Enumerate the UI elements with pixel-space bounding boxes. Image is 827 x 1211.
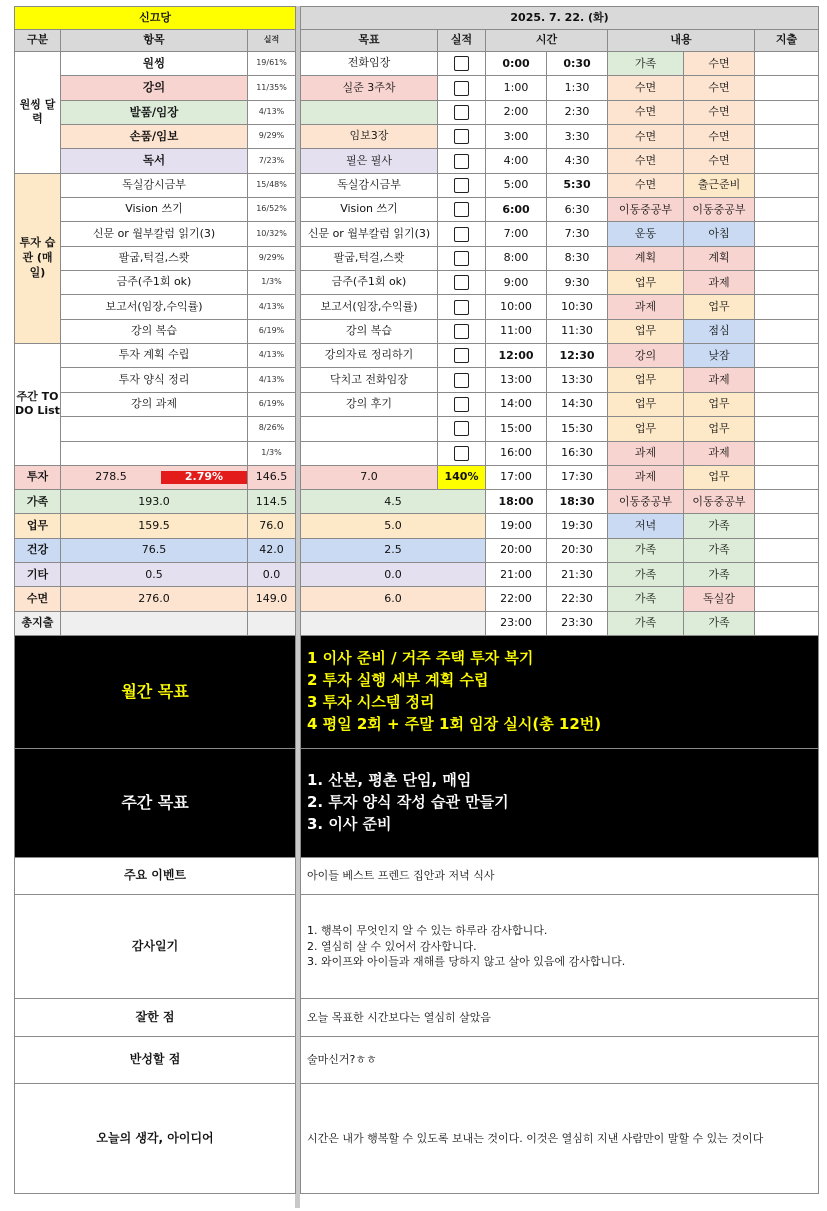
expense-cell[interactable] xyxy=(755,246,819,270)
time-start: 18:00 xyxy=(486,490,547,514)
item-name: 보고서(임장,수익률) xyxy=(61,295,248,319)
time-start: 3:00 xyxy=(486,125,547,149)
time-start: 5:00 xyxy=(486,173,547,197)
item-stat: 19/61% xyxy=(248,52,296,76)
result-checkbox[interactable] xyxy=(438,368,486,392)
item-name: 손품/임보 xyxy=(61,125,248,149)
content-second: 가족 xyxy=(684,611,755,635)
time-end: 18:30 xyxy=(547,490,608,514)
expense-cell[interactable] xyxy=(755,319,819,343)
content-second: 수면 xyxy=(684,125,755,149)
item-stat: 4/13% xyxy=(248,368,296,392)
summary-v2: 42.0 xyxy=(248,538,296,562)
summary-goal xyxy=(301,611,486,635)
expense-cell[interactable] xyxy=(755,76,819,100)
content-second: 이동중공부 xyxy=(684,490,755,514)
summary-v1: 193.0 xyxy=(61,490,248,514)
item-name xyxy=(61,441,248,465)
item-stat: 4/13% xyxy=(248,295,296,319)
content-second: 이동중공부 xyxy=(684,198,755,222)
summary-v1: 276.0 xyxy=(61,587,248,611)
header-category: 구분 xyxy=(15,30,61,52)
weekly-goal-label: 주간 목표 xyxy=(15,748,296,857)
summary-goal: 7.0 xyxy=(301,465,438,489)
content-first: 업무 xyxy=(608,368,684,392)
note-text[interactable] xyxy=(301,1083,819,1193)
time-start: 16:00 xyxy=(486,441,547,465)
section-label: 원씽 달력 xyxy=(15,52,61,174)
item-stat: 6/19% xyxy=(248,392,296,416)
note-label: 반성할 점 xyxy=(15,1036,296,1083)
summary-values xyxy=(61,465,248,489)
summary-v2 xyxy=(248,611,296,635)
item-stat: 1/3% xyxy=(248,441,296,465)
item-stat: 7/23% xyxy=(248,149,296,173)
time-start: 12:00 xyxy=(486,344,547,368)
header-item: 항목 xyxy=(61,30,248,52)
result-checkbox[interactable] xyxy=(438,344,486,368)
goal-item: 4 평일 2회 + 주말 1회 임장 실시(총 12번) xyxy=(307,714,602,733)
content-second: 수면 xyxy=(684,76,755,100)
item-stat: 8/26% xyxy=(248,417,296,441)
result-checkbox[interactable] xyxy=(438,246,486,270)
goal-item: 3. 이사 준비 xyxy=(307,814,392,833)
time-end: 20:30 xyxy=(547,538,608,562)
summary-v1: 159.5 xyxy=(61,514,248,538)
time-start: 23:00 xyxy=(486,611,547,635)
result-checkbox[interactable] xyxy=(438,392,486,416)
goal-text: 필은 필사 xyxy=(301,149,438,173)
expense-cell[interactable] xyxy=(755,392,819,416)
weekly-goal-list xyxy=(301,748,819,857)
summary-v2: 114.5 xyxy=(248,490,296,514)
note-label: 잘한 점 xyxy=(15,998,296,1036)
result-checkbox[interactable] xyxy=(438,125,486,149)
note-line: 시간은 내가 행복할 수 있도록 보내는 것이다. 이것은 열심히 지낸 사람만이 말할 수 있는 것이다 xyxy=(307,1131,764,1145)
goal-text: 강의 후기 xyxy=(301,392,438,416)
time-start: 17:00 xyxy=(486,465,547,489)
checkbox-icon[interactable] xyxy=(454,446,469,461)
monthly-goal-label: 월간 목표 xyxy=(15,635,296,748)
content-second: 가족 xyxy=(684,514,755,538)
content-first: 과제 xyxy=(608,465,684,489)
content-second: 독실감 xyxy=(684,587,755,611)
time-start: 4:00 xyxy=(486,149,547,173)
date-title: 2025. 7. 22. (화) xyxy=(301,7,819,30)
time-start: 1:00 xyxy=(486,76,547,100)
expense-cell[interactable] xyxy=(755,441,819,465)
expense-cell[interactable] xyxy=(755,344,819,368)
item-stat: 16/52% xyxy=(248,198,296,222)
summary-label: 투자 xyxy=(15,465,61,489)
summary-goal: 4.5 xyxy=(301,490,486,514)
note-label: 감사일기 xyxy=(15,894,296,998)
time-end: 0:30 xyxy=(547,52,608,76)
checkbox-icon[interactable] xyxy=(454,324,469,339)
summary-v1: 76.5 xyxy=(61,538,248,562)
time-end: 1:30 xyxy=(547,76,608,100)
checkbox-icon[interactable] xyxy=(454,275,469,290)
result-checkbox[interactable] xyxy=(438,441,486,465)
time-end: 16:30 xyxy=(547,441,608,465)
time-end: 3:30 xyxy=(547,125,608,149)
content-second: 점심 xyxy=(684,319,755,343)
content-first: 업무 xyxy=(608,392,684,416)
time-end: 6:30 xyxy=(547,198,608,222)
time-end: 23:30 xyxy=(547,611,608,635)
time-end: 14:30 xyxy=(547,392,608,416)
expense-cell[interactable] xyxy=(755,271,819,295)
content-first: 과제 xyxy=(608,295,684,319)
time-end: 2:30 xyxy=(547,100,608,124)
content-first: 업무 xyxy=(608,417,684,441)
time-end: 4:30 xyxy=(547,149,608,173)
summary-v2: 76.0 xyxy=(248,514,296,538)
time-start: 2:00 xyxy=(486,100,547,124)
summary-goal: 6.0 xyxy=(301,587,486,611)
header-goal: 목표 xyxy=(301,30,438,52)
item-name: 발품/임장 xyxy=(61,100,248,124)
header-content: 내용 xyxy=(608,30,755,52)
result-checkbox[interactable] xyxy=(438,52,486,76)
content-first: 운동 xyxy=(608,222,684,246)
right-grid xyxy=(300,6,819,1194)
goal-text xyxy=(301,441,438,465)
note-line: 2. 열심히 살 수 있어서 감사합니다. xyxy=(307,939,477,953)
time-end: 7:30 xyxy=(547,222,608,246)
time-start: 20:00 xyxy=(486,538,547,562)
content-second: 가족 xyxy=(684,538,755,562)
result-checkbox[interactable] xyxy=(438,271,486,295)
summary-v1: 0.5 xyxy=(61,563,248,587)
expense-cell[interactable] xyxy=(755,611,819,635)
time-end: 22:30 xyxy=(547,587,608,611)
checkbox-icon[interactable] xyxy=(454,421,469,436)
content-first: 계획 xyxy=(608,246,684,270)
time-start: 22:00 xyxy=(486,587,547,611)
time-end: 9:30 xyxy=(547,271,608,295)
item-stat: 4/13% xyxy=(248,100,296,124)
time-start: 15:00 xyxy=(486,417,547,441)
expense-cell[interactable] xyxy=(755,587,819,611)
time-end: 19:30 xyxy=(547,514,608,538)
checkbox-icon[interactable] xyxy=(454,178,469,193)
time-end: 13:30 xyxy=(547,368,608,392)
time-start: 9:00 xyxy=(486,271,547,295)
time-end: 10:30 xyxy=(547,295,608,319)
note-text[interactable] xyxy=(301,1036,819,1083)
content-second: 수면 xyxy=(684,52,755,76)
header-expense: 지출 xyxy=(755,30,819,52)
goal-item: 2. 투자 양식 작성 습관 만들기 xyxy=(307,793,509,812)
summary-label: 가족 xyxy=(15,490,61,514)
summary-label: 업무 xyxy=(15,514,61,538)
content-first: 이동중공부 xyxy=(608,490,684,514)
time-end: 21:30 xyxy=(547,563,608,587)
result-checkbox[interactable] xyxy=(438,222,486,246)
note-line: 3. 와이프와 아이들과 재해를 당하지 않고 살아 있음에 감사합니다. xyxy=(307,955,626,969)
item-name: 투자 계획 수립 xyxy=(61,344,248,368)
item-name: 팔굽,턱걸,스쾃 xyxy=(61,246,248,270)
checkbox-icon[interactable] xyxy=(454,397,469,412)
note-line: 오늘 목표한 시간보다는 열심히 살았음 xyxy=(307,1010,492,1024)
time-end: 12:30 xyxy=(547,344,608,368)
expense-cell[interactable] xyxy=(755,173,819,197)
item-stat: 9/29% xyxy=(248,246,296,270)
content-first: 수면 xyxy=(608,76,684,100)
note-line: 아이들 베스트 프렌드 집안과 저녁 식사 xyxy=(307,869,495,883)
goal-text: 임보3장 xyxy=(301,125,438,149)
summary-goal: 2.5 xyxy=(301,538,486,562)
result-checkbox[interactable] xyxy=(438,198,486,222)
summary-label: 기타 xyxy=(15,563,61,587)
expense-cell[interactable] xyxy=(755,198,819,222)
checkbox-icon[interactable] xyxy=(454,105,469,120)
content-first: 가족 xyxy=(608,538,684,562)
result-checkbox[interactable] xyxy=(438,76,486,100)
item-stat: 1/3% xyxy=(248,271,296,295)
expense-cell[interactable] xyxy=(755,368,819,392)
content-second: 업무 xyxy=(684,392,755,416)
checkbox-icon[interactable] xyxy=(454,202,469,217)
expense-cell[interactable] xyxy=(755,538,819,562)
content-first: 가족 xyxy=(608,611,684,635)
goal-text: Vision 쓰기 xyxy=(301,198,438,222)
item-name xyxy=(61,417,248,441)
item-name: 독서 xyxy=(61,149,248,173)
content-first: 과제 xyxy=(608,441,684,465)
content-second: 업무 xyxy=(684,295,755,319)
header-actual: 실적 xyxy=(248,30,296,52)
goal-item: 3 투자 시스템 정리 xyxy=(307,692,435,711)
summary-v2: 0.0 xyxy=(248,563,296,587)
content-first: 수면 xyxy=(608,125,684,149)
goal-text: 닥치고 전화임장 xyxy=(301,368,438,392)
summary-goal: 5.0 xyxy=(301,514,486,538)
content-first: 가족 xyxy=(608,52,684,76)
expense-cell[interactable] xyxy=(755,417,819,441)
content-first: 수면 xyxy=(608,100,684,124)
checkbox-icon[interactable] xyxy=(454,373,469,388)
content-second: 가족 xyxy=(684,563,755,587)
goal-text xyxy=(301,417,438,441)
goal-text: 실준 3주차 xyxy=(301,76,438,100)
content-second: 과제 xyxy=(684,368,755,392)
goal-text: 보고서(임장,수익률) xyxy=(301,295,438,319)
expense-cell[interactable] xyxy=(755,125,819,149)
summary-pct: 2.79% xyxy=(161,471,247,483)
content-first: 가족 xyxy=(608,587,684,611)
summary-rate: 140% xyxy=(438,465,486,489)
expense-cell[interactable] xyxy=(755,149,819,173)
result-checkbox[interactable] xyxy=(438,149,486,173)
note-text[interactable] xyxy=(301,998,819,1036)
expense-cell[interactable] xyxy=(755,563,819,587)
content-first: 강의 xyxy=(608,344,684,368)
time-start: 21:00 xyxy=(486,563,547,587)
result-checkbox[interactable] xyxy=(438,173,486,197)
goal-text xyxy=(301,100,438,124)
goal-text: 전화임장 xyxy=(301,52,438,76)
result-checkbox[interactable] xyxy=(438,295,486,319)
sheet-title: 신끄당 xyxy=(15,7,296,30)
content-second: 수면 xyxy=(684,149,755,173)
time-start: 0:00 xyxy=(486,52,547,76)
time-start: 10:00 xyxy=(486,295,547,319)
checkbox-icon[interactable] xyxy=(454,348,469,363)
item-stat: 4/13% xyxy=(248,344,296,368)
note-line: 술마신거?ㅎㅎ xyxy=(307,1053,377,1067)
content-second: 업무 xyxy=(684,417,755,441)
time-start: 14:00 xyxy=(486,392,547,416)
time-start: 6:00 xyxy=(486,198,547,222)
summary-label: 건강 xyxy=(15,538,61,562)
note-line: 1. 행복이 무엇인지 알 수 있는 하루라 감사합니다. xyxy=(307,924,548,938)
item-name: 강의 과제 xyxy=(61,392,248,416)
expense-cell[interactable] xyxy=(755,465,819,489)
note-text[interactable] xyxy=(301,857,819,894)
content-second: 아침 xyxy=(684,222,755,246)
item-stat: 15/48% xyxy=(248,173,296,197)
checkbox-icon[interactable] xyxy=(454,227,469,242)
goal-item: 2 투자 실행 세부 계획 수립 xyxy=(307,671,489,690)
expense-cell[interactable] xyxy=(755,514,819,538)
expense-cell[interactable] xyxy=(755,52,819,76)
content-second: 출근준비 xyxy=(684,173,755,197)
summary-goal: 0.0 xyxy=(301,563,486,587)
time-start: 11:00 xyxy=(486,319,547,343)
item-stat: 10/32% xyxy=(248,222,296,246)
content-first: 업무 xyxy=(608,319,684,343)
summary-v2: 149.0 xyxy=(248,587,296,611)
content-first: 수면 xyxy=(608,149,684,173)
content-first: 업무 xyxy=(608,271,684,295)
item-name: 신문 or 월부칼럼 읽기(3) xyxy=(61,222,248,246)
checkbox-icon[interactable] xyxy=(454,154,469,169)
time-end: 17:30 xyxy=(547,465,608,489)
content-first: 저녁 xyxy=(608,514,684,538)
checkbox-icon[interactable] xyxy=(454,129,469,144)
time-end: 8:30 xyxy=(547,246,608,270)
item-name: 강의 복습 xyxy=(61,319,248,343)
note-text[interactable] xyxy=(301,894,819,998)
item-stat: 11/35% xyxy=(248,76,296,100)
section-label: 투자 습관 (매일) xyxy=(15,173,61,343)
time-start: 7:00 xyxy=(486,222,547,246)
goal-text: 독실감시금부 xyxy=(301,173,438,197)
expense-cell[interactable] xyxy=(755,490,819,514)
checkbox-icon[interactable] xyxy=(454,251,469,266)
time-start: 8:00 xyxy=(486,246,547,270)
item-name: 투자 양식 정리 xyxy=(61,368,248,392)
result-checkbox[interactable] xyxy=(438,100,486,124)
content-second: 과제 xyxy=(684,271,755,295)
expense-cell[interactable] xyxy=(755,100,819,124)
summary-label: 수면 xyxy=(15,587,61,611)
goal-item: 1. 산본, 평촌 단임, 매임 xyxy=(307,771,472,790)
item-name: Vision 쓰기 xyxy=(61,198,248,222)
time-start: 13:00 xyxy=(486,368,547,392)
result-checkbox[interactable] xyxy=(438,417,486,441)
left-grid xyxy=(14,6,296,1194)
item-name: 원씽 xyxy=(61,52,248,76)
monthly-goal-list xyxy=(301,635,819,748)
summary-v1 xyxy=(61,611,248,635)
summary-label: 총지출 xyxy=(15,611,61,635)
item-name: 독실감시금부 xyxy=(61,173,248,197)
checkbox-icon[interactable] xyxy=(454,300,469,315)
time-start: 19:00 xyxy=(486,514,547,538)
expense-cell[interactable] xyxy=(755,222,819,246)
goal-text: 강의자료 정리하기 xyxy=(301,344,438,368)
header-time: 시간 xyxy=(486,30,608,52)
item-name: 금주(주1회 ok) xyxy=(61,271,248,295)
summary-v2: 146.5 xyxy=(248,465,296,489)
content-first: 가족 xyxy=(608,563,684,587)
goal-text: 금주(주1회 ok) xyxy=(301,271,438,295)
time-end: 11:30 xyxy=(547,319,608,343)
section-label: 주간 TO DO List xyxy=(15,344,61,466)
expense-cell[interactable] xyxy=(755,295,819,319)
item-name: 강의 xyxy=(61,76,248,100)
content-second: 과제 xyxy=(684,441,755,465)
checkbox-icon[interactable] xyxy=(454,81,469,96)
content-first: 수면 xyxy=(608,173,684,197)
note-label: 오늘의 생각, 아이디어 xyxy=(15,1083,296,1193)
summary-v1: 278.5 xyxy=(95,470,127,484)
content-second: 낮잠 xyxy=(684,344,755,368)
checkbox-icon[interactable] xyxy=(454,56,469,71)
header-result: 실적 xyxy=(438,30,486,52)
content-second: 계획 xyxy=(684,246,755,270)
item-stat: 6/19% xyxy=(248,319,296,343)
time-end: 5:30 xyxy=(547,173,608,197)
goal-text: 신문 or 월부칼럼 읽기(3) xyxy=(301,222,438,246)
goal-text: 팔굽,턱걸,스쾃 xyxy=(301,246,438,270)
result-checkbox[interactable] xyxy=(438,319,486,343)
content-first: 이동중공부 xyxy=(608,198,684,222)
item-stat: 9/29% xyxy=(248,125,296,149)
goal-text: 강의 복습 xyxy=(301,319,438,343)
content-second: 수면 xyxy=(684,100,755,124)
goal-item: 1 이사 준비 / 거주 주택 투자 복기 xyxy=(307,649,534,668)
time-end: 15:30 xyxy=(547,417,608,441)
content-second: 업무 xyxy=(684,465,755,489)
note-label: 주요 이벤트 xyxy=(15,857,296,894)
